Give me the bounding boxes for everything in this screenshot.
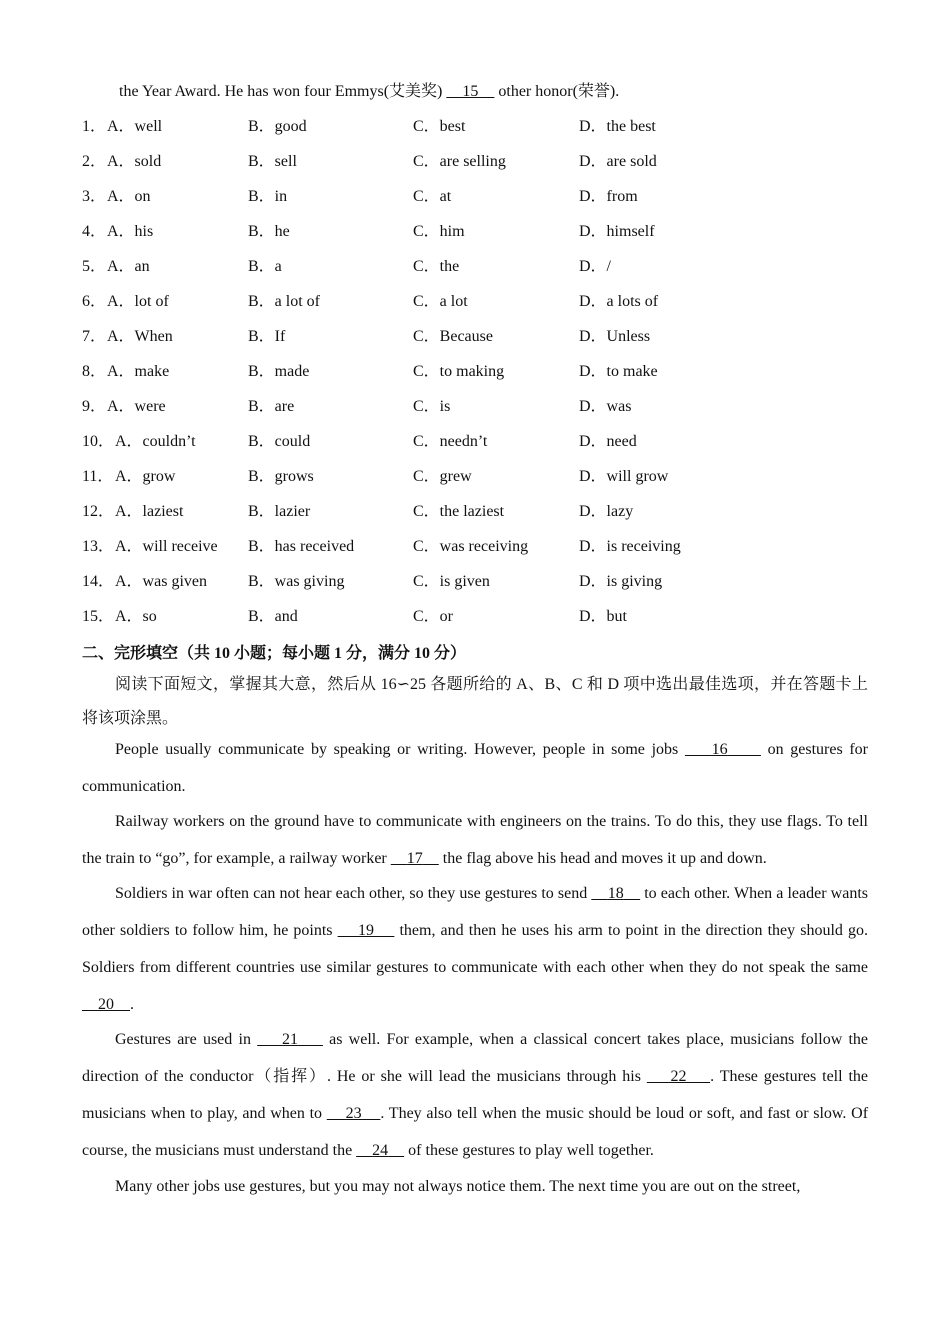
paragraph-3: Soldiers in war often can not hear each other, so they use gestures to send 18 to each other. When a leader wants other soldiers to follow him, he points 19 them, and then he uses his arm to point in the direction they should go. Soldiers from different countries use similar gestures to communicate with each other when they do not speak the same 20 . <box>82 885 869 1013</box>
option-d[interactable]: D．from <box>579 188 638 205</box>
question-row <box>82 218 882 242</box>
question-number: 6． <box>82 293 107 310</box>
option-d[interactable]: D．are sold <box>579 153 657 170</box>
option-c[interactable]: C．the <box>413 258 460 275</box>
option-a[interactable]: A．was given <box>115 573 207 590</box>
option-a[interactable]: A．sold <box>107 153 162 170</box>
option-b[interactable]: B．sell <box>248 153 297 170</box>
question-row <box>82 358 882 382</box>
option-c[interactable]: C．are selling <box>413 153 506 170</box>
option-c[interactable]: C．best <box>413 118 466 135</box>
option-b[interactable]: B．grows <box>248 468 314 485</box>
option-b[interactable]: B．has received <box>248 538 355 555</box>
option-a[interactable]: A．When <box>107 328 173 345</box>
question-number: 10． <box>82 433 115 450</box>
blank-17: 17 <box>406 850 423 867</box>
question-number: 14． <box>82 573 115 590</box>
question-number: 9． <box>82 398 107 415</box>
option-d[interactable]: D．is receiving <box>579 538 681 555</box>
question-row <box>82 113 882 137</box>
option-c[interactable]: C．or <box>413 608 454 625</box>
question-row <box>82 323 882 347</box>
option-b[interactable]: B．in <box>248 188 288 205</box>
option-d[interactable]: D．is giving <box>579 573 663 590</box>
intro-line <box>119 78 619 101</box>
option-d[interactable]: D．was <box>579 398 632 415</box>
question-number: 4． <box>82 223 107 240</box>
question-number: 11． <box>82 468 114 485</box>
blank-16: 16 <box>711 741 728 758</box>
question-row <box>82 568 882 592</box>
question-number: 7． <box>82 328 107 345</box>
question-number: 8． <box>82 363 107 380</box>
option-d[interactable]: D．Unless <box>579 328 651 345</box>
option-b[interactable]: B．good <box>248 118 307 135</box>
question-number: 2． <box>82 153 107 170</box>
blank-20: 20 <box>98 996 114 1013</box>
option-a[interactable]: A．so <box>115 608 157 625</box>
question-row <box>82 463 882 487</box>
option-b[interactable]: B．he <box>248 223 290 240</box>
question-row <box>82 428 882 452</box>
option-a[interactable]: A．make <box>107 363 170 380</box>
option-b[interactable]: B．a lot of <box>248 293 320 310</box>
option-d[interactable]: D．a lots of <box>579 293 659 310</box>
option-c[interactable]: C．Because <box>413 328 493 345</box>
question-number: 1． <box>82 118 107 135</box>
question-row <box>82 253 882 277</box>
paragraph-2: Railway workers on the ground have to communicate with engineers on the trains. To do this, they use flags. To tell the train to “go”, for example, a railway worker 17 the flag above his head and moves it up and down. <box>82 813 868 867</box>
option-a[interactable]: A．well <box>107 118 163 135</box>
question-row <box>82 183 882 207</box>
option-c[interactable]: C．a lot <box>413 293 468 310</box>
blank-24: 24 <box>372 1142 389 1159</box>
question-row <box>82 148 882 172</box>
option-a[interactable]: A．his <box>107 223 154 240</box>
section-instruction: 阅读下面短文，掌握其大意，然后从 16∽25 各题所给的 A、B、C 和 D 项中选出最佳选项，并在答题卡上将该项涂黑。 <box>82 676 868 727</box>
blank-23: 23 <box>345 1105 362 1122</box>
option-a[interactable]: A．lot of <box>107 293 169 310</box>
paragraph-1: People usually communicate by speaking or writing. However, people in some jobs 16 on gestures for communication. <box>82 741 869 795</box>
option-a[interactable]: A．laziest <box>115 503 184 520</box>
option-c[interactable]: C．needn’t <box>413 433 488 450</box>
section-heading: 二、完形填空（共 10 小题；每小题 1 分，满分 10 分） <box>82 645 467 662</box>
question-number: 5． <box>82 258 107 275</box>
option-d[interactable]: D．will grow <box>579 468 669 485</box>
question-row <box>82 603 882 627</box>
option-d[interactable]: D．himself <box>579 223 655 240</box>
blank-18: 18 <box>607 885 624 902</box>
question-row <box>82 393 882 417</box>
option-c[interactable]: C．is given <box>413 573 490 590</box>
option-a[interactable]: A．an <box>107 258 150 275</box>
option-d[interactable]: D．but <box>579 608 628 625</box>
option-a[interactable]: A．couldn’t <box>115 433 196 450</box>
option-b[interactable]: B．a <box>248 258 282 275</box>
option-b[interactable]: B．are <box>248 398 295 415</box>
option-b[interactable]: B．made <box>248 363 310 380</box>
option-b[interactable]: B．lazier <box>248 503 311 520</box>
option-a[interactable]: A．on <box>107 188 151 205</box>
option-a[interactable]: A．will receive <box>115 538 218 555</box>
option-b[interactable]: B．could <box>248 433 311 450</box>
question-row <box>82 498 882 522</box>
option-c[interactable]: C．at <box>413 188 452 205</box>
option-b[interactable]: B．If <box>248 328 286 345</box>
question-number: 12． <box>82 503 115 520</box>
question-row <box>82 288 882 312</box>
paragraph-5: Many other jobs use gestures, but you may not always notice them. The next time you are out on the street, <box>115 1178 801 1195</box>
option-c[interactable]: C．grew <box>413 468 472 485</box>
question-number: 15． <box>82 608 115 625</box>
option-d[interactable]: D．the best <box>579 118 656 135</box>
question-row <box>82 533 882 557</box>
option-d[interactable]: D．need <box>579 433 637 450</box>
option-a[interactable]: A．were <box>107 398 166 415</box>
option-b[interactable]: B．and <box>248 608 298 625</box>
option-c[interactable]: C．him <box>413 223 465 240</box>
blank-19: 19 <box>358 922 374 939</box>
blank-15: 15 <box>462 83 479 100</box>
question-number: 3． <box>82 188 107 205</box>
option-b[interactable]: B．was giving <box>248 573 345 590</box>
paragraph-4: Gestures are used in 21 as well. For example, when a classical concert takes place, musicians follow the direction of the conductor（指挥）. He or she will lead the musicians through his 22 . These gestures tell the musicians when to play, and when to 23 . They also tell when the music should be loud or soft, and fast or slow. Of course, the musicians must understand the 24 of these gestures to play well together. <box>82 1031 869 1159</box>
option-d[interactable]: D．to make <box>579 363 658 380</box>
intro-text-end: other honor(荣誉). <box>494 83 620 100</box>
question-number: 13． <box>82 538 115 555</box>
option-d[interactable]: D．/ <box>579 258 612 275</box>
option-a[interactable]: A．grow <box>115 468 176 485</box>
blank-21: 21 <box>282 1031 299 1048</box>
option-d[interactable]: D．lazy <box>579 503 634 520</box>
option-c[interactable]: C．was receiving <box>413 538 529 555</box>
option-c[interactable]: C．is <box>413 398 451 415</box>
option-c[interactable]: C．to making <box>413 363 505 380</box>
intro-text: the Year Award. He has won four Emmys(艾美奖) <box>119 83 447 100</box>
blank-22: 22 <box>670 1068 687 1085</box>
option-c[interactable]: C．the laziest <box>413 503 505 520</box>
